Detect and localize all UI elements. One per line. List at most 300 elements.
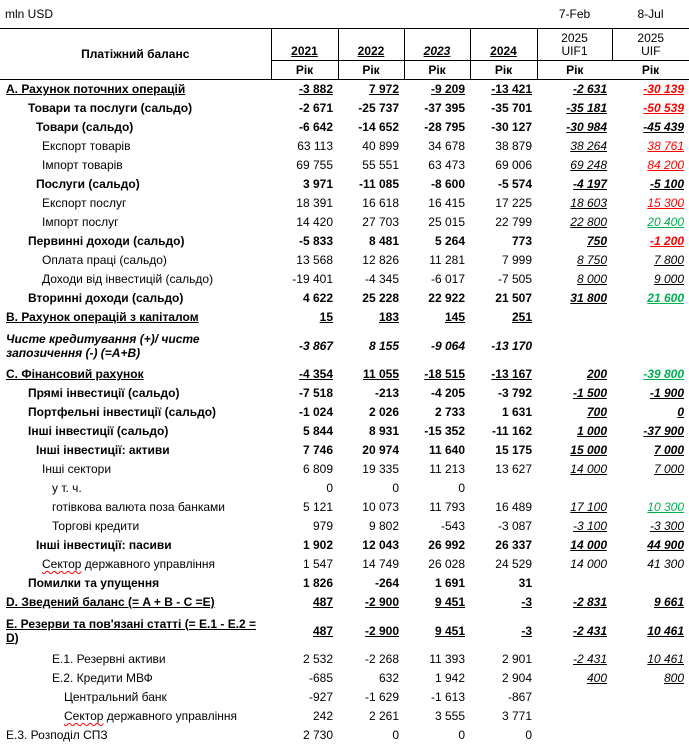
table-row bbox=[0, 384, 689, 403]
value-text: 18 391 bbox=[296, 196, 333, 210]
value-cell bbox=[470, 384, 537, 403]
value-cell bbox=[404, 726, 470, 744]
value-text: 200 bbox=[586, 367, 607, 381]
value-cell bbox=[537, 612, 612, 650]
value-cell bbox=[612, 460, 689, 479]
value-text: 26 028 bbox=[428, 557, 465, 571]
value-text: 11 793 bbox=[429, 500, 465, 514]
col-header-2023: 2023 bbox=[404, 29, 470, 61]
value-text: 55 551 bbox=[362, 158, 399, 172]
value-text: 21 600 bbox=[647, 291, 684, 305]
value-cell bbox=[338, 441, 404, 460]
value-text: 20 400 bbox=[647, 215, 684, 229]
value-cell bbox=[404, 650, 470, 669]
value-text: 3 555 bbox=[434, 709, 465, 723]
value-cell bbox=[470, 137, 537, 156]
row-label: Експорт товарів bbox=[42, 139, 131, 153]
value-cell bbox=[537, 270, 612, 289]
value-text: 22 800 bbox=[570, 215, 607, 229]
row-label: Торгові кредити bbox=[52, 519, 140, 533]
value-text: -4 354 bbox=[298, 367, 333, 381]
table-row bbox=[0, 593, 689, 612]
value-text: 27 703 bbox=[362, 215, 399, 229]
value-text: 3 771 bbox=[501, 709, 532, 723]
value-cell bbox=[537, 669, 612, 688]
value-cell bbox=[537, 365, 612, 384]
value-text: 8 000 bbox=[576, 272, 607, 286]
value-text: 15 175 bbox=[495, 443, 532, 457]
value-cell bbox=[537, 536, 612, 555]
value-cell bbox=[338, 612, 404, 650]
value-text: -4 205 bbox=[430, 386, 465, 400]
value-cell bbox=[271, 194, 338, 213]
value-text: 63 473 bbox=[428, 158, 465, 172]
value-text: 26 992 bbox=[428, 538, 465, 552]
value-cell bbox=[612, 536, 689, 555]
value-text: -543 bbox=[440, 519, 465, 533]
value-text: 16 489 bbox=[495, 500, 532, 514]
row-label: Експорт послуг bbox=[42, 196, 127, 210]
value-cell bbox=[338, 308, 404, 327]
value-cell bbox=[271, 669, 338, 688]
value-text: -3 300 bbox=[649, 519, 684, 533]
value-cell bbox=[537, 308, 612, 327]
value-text: -35 181 bbox=[566, 101, 607, 115]
value-cell bbox=[271, 422, 338, 441]
value-cell bbox=[470, 650, 537, 669]
value-cell bbox=[404, 137, 470, 156]
table-row bbox=[0, 612, 689, 650]
value-text: -18 515 bbox=[424, 367, 465, 381]
value-text: 38 761 bbox=[647, 139, 684, 153]
row-label: Портфельні інвестиції (сальдо) bbox=[28, 405, 217, 419]
row-label: Імпорт товарів bbox=[42, 158, 123, 172]
value-cell bbox=[612, 688, 689, 707]
value-text: 7 999 bbox=[501, 253, 532, 267]
value-text: 8 931 bbox=[368, 424, 399, 438]
value-text: -30 127 bbox=[491, 120, 532, 134]
value-cell bbox=[271, 593, 338, 612]
value-text: -9 209 bbox=[430, 82, 465, 97]
value-text: -14 652 bbox=[358, 120, 399, 134]
value-cell bbox=[537, 156, 612, 175]
value-text: 14 420 bbox=[296, 215, 333, 229]
value-cell bbox=[470, 669, 537, 688]
value-text: 0 bbox=[392, 481, 399, 495]
table-row bbox=[0, 327, 689, 365]
value-cell bbox=[537, 422, 612, 441]
value-text: 2 261 bbox=[368, 709, 399, 723]
period-cell-2022: Рік bbox=[338, 61, 404, 80]
value-text: 2 532 bbox=[302, 652, 333, 666]
value-text: 0 bbox=[458, 727, 465, 742]
value-cell bbox=[470, 479, 537, 498]
value-text: -45 439 bbox=[643, 120, 684, 134]
value-text: 69 006 bbox=[495, 158, 532, 172]
balance-table bbox=[0, 28, 689, 744]
value-cell bbox=[404, 270, 470, 289]
value-text: -7 518 bbox=[298, 386, 333, 400]
value-text: 25 015 bbox=[428, 215, 465, 229]
value-text: 11 213 bbox=[429, 462, 465, 476]
value-text: 9 802 bbox=[368, 519, 399, 533]
value-cell bbox=[404, 517, 470, 536]
value-cell bbox=[470, 118, 537, 137]
row-label: Центральний банк bbox=[64, 690, 167, 704]
value-text: 14 749 bbox=[362, 557, 399, 571]
value-text: 11 393 bbox=[429, 652, 465, 666]
value-text: 9 451 bbox=[434, 595, 465, 609]
value-text: 6 809 bbox=[302, 462, 333, 476]
value-cell bbox=[612, 422, 689, 441]
value-cell bbox=[537, 726, 612, 744]
value-text: -2 831 bbox=[572, 595, 607, 609]
value-text: 10 461 bbox=[647, 623, 684, 638]
value-cell bbox=[338, 498, 404, 517]
value-text: 2 901 bbox=[501, 652, 532, 666]
value-text: 16 618 bbox=[362, 196, 399, 210]
value-text: 1 631 bbox=[501, 405, 532, 419]
table-row bbox=[0, 726, 689, 744]
value-cell bbox=[338, 194, 404, 213]
value-cell bbox=[271, 137, 338, 156]
value-cell bbox=[404, 289, 470, 308]
value-text: -5 574 bbox=[497, 177, 532, 191]
value-text: -1 024 bbox=[298, 405, 333, 419]
value-cell bbox=[338, 365, 404, 384]
value-text: -19 401 bbox=[292, 272, 333, 286]
value-cell bbox=[612, 593, 689, 612]
row-label: E. Резерви та пов'язані статті (= E.1 - E.2 = D) bbox=[6, 616, 257, 645]
table-row bbox=[0, 441, 689, 460]
value-cell bbox=[612, 289, 689, 308]
table-header bbox=[0, 29, 689, 80]
value-cell bbox=[537, 707, 612, 726]
table-row bbox=[0, 650, 689, 669]
value-text: 18 603 bbox=[570, 196, 607, 210]
value-text: 26 337 bbox=[495, 538, 532, 552]
row-label: Товари та послуги (сальдо) bbox=[28, 101, 193, 115]
row-label: готівкова валюта поза банками bbox=[52, 500, 225, 514]
value-text: 10 461 bbox=[647, 652, 684, 666]
value-cell bbox=[404, 232, 470, 251]
value-text: 5 844 bbox=[302, 424, 333, 438]
value-cell bbox=[612, 251, 689, 270]
table-row bbox=[0, 574, 689, 593]
value-cell bbox=[271, 403, 338, 422]
value-cell bbox=[470, 441, 537, 460]
value-cell bbox=[404, 536, 470, 555]
value-text: -1 629 bbox=[364, 690, 399, 704]
value-text: 10 073 bbox=[362, 500, 399, 514]
value-cell bbox=[612, 669, 689, 688]
value-text: 632 bbox=[378, 671, 399, 685]
value-text: 7 746 bbox=[302, 443, 333, 457]
value-text: 10 300 bbox=[647, 500, 684, 514]
value-text: 24 529 bbox=[495, 557, 532, 571]
row-label: Прямі інвестиції (сальдо) bbox=[28, 386, 180, 400]
value-text: 1 000 bbox=[576, 424, 607, 438]
value-cell bbox=[612, 650, 689, 669]
value-cell bbox=[537, 460, 612, 479]
value-cell bbox=[612, 232, 689, 251]
value-cell bbox=[612, 80, 689, 99]
value-text: -5 833 bbox=[298, 234, 333, 248]
value-cell bbox=[470, 688, 537, 707]
uif-tag: UIF bbox=[641, 43, 661, 58]
value-cell bbox=[338, 99, 404, 118]
value-text: 7 000 bbox=[653, 462, 684, 476]
row-label: Інші інвестиції: пасиви bbox=[36, 538, 172, 552]
value-text: -39 800 bbox=[643, 367, 684, 381]
value-text: -13 167 bbox=[491, 367, 532, 381]
value-cell bbox=[404, 479, 470, 498]
value-text: 13 627 bbox=[495, 462, 532, 476]
value-cell bbox=[612, 156, 689, 175]
value-text: 8 750 bbox=[576, 253, 607, 267]
value-cell bbox=[470, 175, 537, 194]
row-label: Інші сектори bbox=[42, 462, 112, 476]
value-cell bbox=[338, 232, 404, 251]
value-text: -2 268 bbox=[364, 652, 399, 666]
table-row bbox=[0, 99, 689, 118]
value-text: -685 bbox=[308, 671, 333, 685]
value-text: 11 281 bbox=[429, 253, 465, 267]
value-text: -1 200 bbox=[649, 234, 684, 248]
value-text: 15 000 bbox=[570, 443, 607, 457]
period-cell-2025-uif1: Рік bbox=[537, 61, 612, 80]
row-label: Доходи від інвестицій (сальдо) bbox=[42, 272, 214, 286]
value-cell bbox=[404, 441, 470, 460]
value-cell bbox=[612, 327, 689, 365]
value-cell bbox=[537, 213, 612, 232]
row-label: у т. ч. bbox=[52, 481, 82, 495]
value-text: 3 971 bbox=[302, 177, 333, 191]
value-cell bbox=[404, 688, 470, 707]
value-text: 40 899 bbox=[362, 139, 399, 153]
row-label: Оплата праці (сальдо) bbox=[42, 253, 167, 267]
value-cell bbox=[338, 251, 404, 270]
value-cell bbox=[470, 213, 537, 232]
table-row bbox=[0, 422, 689, 441]
value-cell bbox=[338, 555, 404, 574]
value-cell bbox=[404, 213, 470, 232]
value-cell bbox=[404, 194, 470, 213]
value-cell bbox=[470, 194, 537, 213]
value-cell bbox=[404, 99, 470, 118]
value-text: -3 882 bbox=[298, 82, 333, 97]
value-text: -35 701 bbox=[491, 101, 532, 115]
value-cell bbox=[338, 479, 404, 498]
value-text: 1 547 bbox=[302, 557, 333, 571]
value-text: -6 642 bbox=[298, 120, 333, 134]
uif1-year: 2025 bbox=[561, 30, 588, 45]
value-cell bbox=[271, 574, 338, 593]
value-cell bbox=[470, 365, 537, 384]
value-text: 7 000 bbox=[653, 443, 684, 457]
value-text: 25 228 bbox=[362, 291, 399, 305]
value-text: 14 000 bbox=[570, 557, 607, 571]
value-cell bbox=[338, 403, 404, 422]
value-cell bbox=[338, 517, 404, 536]
value-cell bbox=[404, 574, 470, 593]
value-cell bbox=[271, 327, 338, 365]
value-cell bbox=[271, 251, 338, 270]
value-cell bbox=[537, 403, 612, 422]
value-text: -2 431 bbox=[572, 623, 607, 638]
row-label: D. Зведений баланс (= A + B - C =E) bbox=[6, 595, 215, 609]
uif-year: 2025 bbox=[637, 30, 665, 45]
value-cell bbox=[271, 232, 338, 251]
table-row bbox=[0, 156, 689, 175]
value-cell bbox=[404, 555, 470, 574]
value-text: 14 000 bbox=[570, 538, 607, 552]
value-cell bbox=[612, 707, 689, 726]
value-cell bbox=[338, 80, 404, 99]
value-cell bbox=[470, 555, 537, 574]
value-text: 0 bbox=[458, 481, 465, 495]
value-cell bbox=[271, 80, 338, 99]
value-cell bbox=[612, 270, 689, 289]
col-header-2021: 2021 bbox=[271, 29, 338, 61]
value-cell bbox=[537, 80, 612, 99]
table-row bbox=[0, 536, 689, 555]
value-cell bbox=[470, 612, 537, 650]
value-text: 9 451 bbox=[434, 623, 465, 638]
value-cell bbox=[470, 232, 537, 251]
value-cell bbox=[470, 403, 537, 422]
col-header-2024: 2024 bbox=[470, 29, 537, 61]
sheet-topbar bbox=[0, 0, 689, 28]
value-cell bbox=[537, 118, 612, 137]
period-cell-2023: Рік bbox=[404, 61, 470, 80]
report-date-uif: 8-Jul bbox=[637, 7, 664, 21]
table-row bbox=[0, 365, 689, 384]
value-cell bbox=[537, 650, 612, 669]
value-cell bbox=[338, 688, 404, 707]
value-text: 1 691 bbox=[434, 576, 465, 590]
value-text: 750 bbox=[586, 234, 607, 248]
value-text: -13 170 bbox=[491, 338, 532, 353]
misspelled-word: Сектор bbox=[64, 709, 104, 723]
value-cell bbox=[537, 574, 612, 593]
value-cell bbox=[612, 137, 689, 156]
value-cell bbox=[612, 175, 689, 194]
value-text: -867 bbox=[507, 690, 532, 704]
value-cell bbox=[470, 251, 537, 270]
value-cell bbox=[612, 479, 689, 498]
units-label: mln USD bbox=[5, 7, 54, 21]
value-cell bbox=[338, 536, 404, 555]
value-text: -4 197 bbox=[572, 177, 607, 191]
value-cell bbox=[537, 99, 612, 118]
value-text: -30 139 bbox=[643, 82, 684, 97]
row-label: Інші інвестиції: активи bbox=[36, 443, 170, 457]
value-text: 22 922 bbox=[428, 291, 465, 305]
value-cell bbox=[612, 308, 689, 327]
row-label: Товари (сальдо) bbox=[36, 120, 134, 134]
value-text: 9 000 bbox=[653, 272, 684, 286]
value-cell bbox=[271, 650, 338, 669]
col-header-2025-uif bbox=[612, 29, 689, 61]
value-cell bbox=[338, 669, 404, 688]
value-cell bbox=[338, 650, 404, 669]
value-text: 979 bbox=[312, 519, 333, 533]
value-text: -28 795 bbox=[424, 120, 465, 134]
table-row bbox=[0, 555, 689, 574]
value-text: -6 017 bbox=[430, 272, 465, 286]
table-row bbox=[0, 308, 689, 327]
col-header-2025-uif1 bbox=[537, 29, 612, 61]
value-cell bbox=[470, 99, 537, 118]
value-cell bbox=[470, 308, 537, 327]
value-text: 31 bbox=[518, 576, 532, 590]
value-cell bbox=[612, 612, 689, 650]
value-text: 7 800 bbox=[653, 253, 684, 267]
value-cell bbox=[404, 156, 470, 175]
value-cell bbox=[404, 422, 470, 441]
value-cell bbox=[271, 365, 338, 384]
value-text: 44 900 bbox=[647, 538, 684, 552]
value-cell bbox=[271, 612, 338, 650]
value-cell bbox=[612, 99, 689, 118]
value-text: 700 bbox=[586, 405, 607, 419]
value-text: -25 737 bbox=[358, 101, 399, 115]
table-row bbox=[0, 118, 689, 137]
value-cell bbox=[537, 441, 612, 460]
value-text: 16 415 bbox=[428, 196, 465, 210]
value-cell bbox=[537, 384, 612, 403]
value-text: -7 505 bbox=[497, 272, 532, 286]
value-cell bbox=[404, 308, 470, 327]
value-text: 0 bbox=[392, 727, 399, 742]
value-text: 0 bbox=[677, 405, 684, 419]
table-row bbox=[0, 517, 689, 536]
value-cell bbox=[537, 498, 612, 517]
value-cell bbox=[470, 270, 537, 289]
value-cell bbox=[612, 574, 689, 593]
table-row bbox=[0, 669, 689, 688]
value-cell bbox=[612, 118, 689, 137]
value-cell bbox=[404, 80, 470, 99]
value-cell bbox=[271, 99, 338, 118]
value-cell bbox=[271, 555, 338, 574]
value-cell bbox=[404, 498, 470, 517]
value-text: 4 622 bbox=[302, 291, 333, 305]
row-label: Первинні доходи (сальдо) bbox=[28, 234, 185, 248]
value-text: 0 bbox=[525, 727, 532, 742]
value-cell bbox=[404, 251, 470, 270]
row-label: E.1. Резервні активи bbox=[52, 652, 166, 666]
table-row bbox=[0, 213, 689, 232]
value-text: 2 904 bbox=[501, 671, 532, 685]
value-cell bbox=[338, 593, 404, 612]
value-text: 0 bbox=[326, 481, 333, 495]
row-label: A. Рахунок поточних операцій bbox=[6, 82, 186, 97]
uif1-tag: UIF1 bbox=[561, 43, 588, 58]
row-label: Імпорт послуг bbox=[42, 215, 119, 229]
value-cell bbox=[470, 536, 537, 555]
value-text: -5 100 bbox=[649, 177, 684, 191]
value-text: 7 972 bbox=[368, 82, 399, 97]
value-cell bbox=[470, 289, 537, 308]
row-label: Сектор державного управління bbox=[64, 709, 237, 723]
value-cell bbox=[338, 327, 404, 365]
value-text: 487 bbox=[312, 623, 333, 638]
value-text: 487 bbox=[312, 595, 333, 609]
value-text: 20 974 bbox=[362, 443, 399, 457]
value-text: 2 026 bbox=[368, 405, 399, 419]
